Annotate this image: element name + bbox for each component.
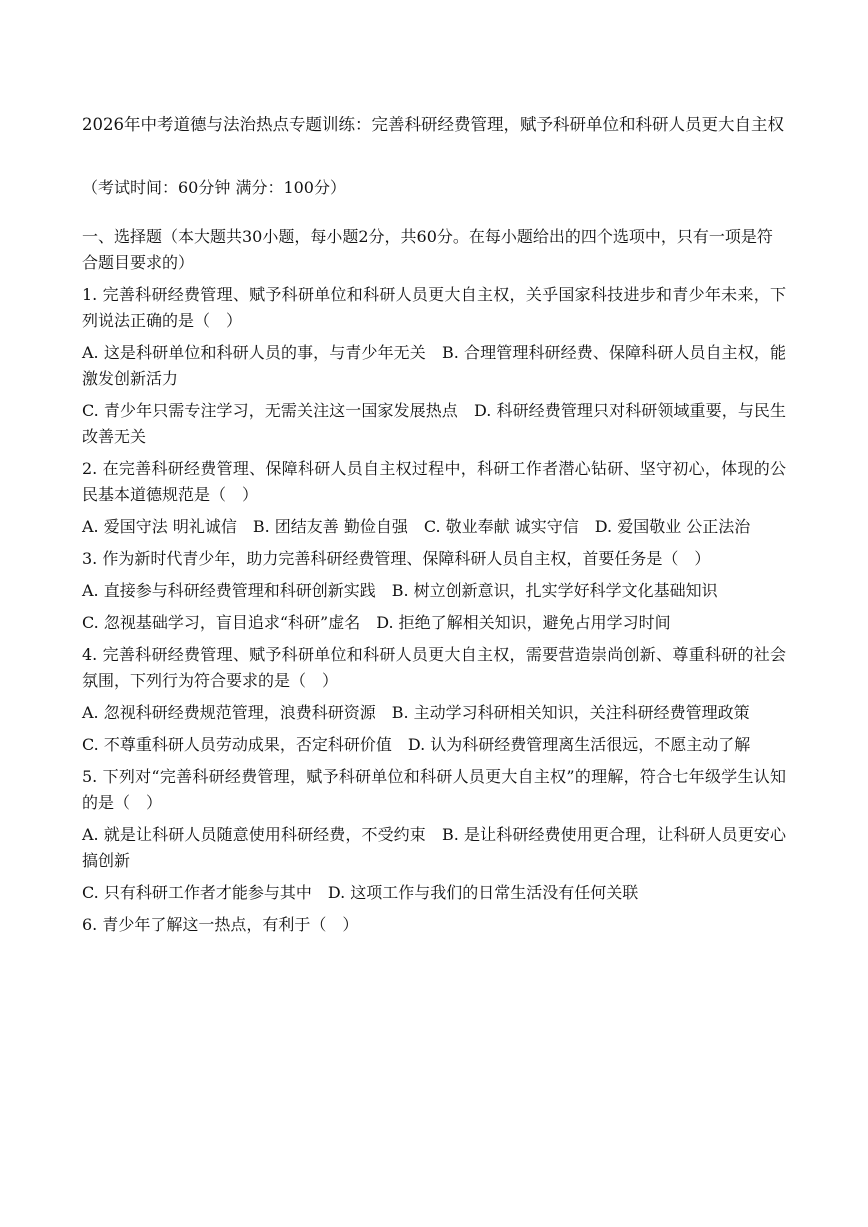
- document-page: [82, 112, 786, 944]
- question-stem: 5. 下列对“完善科研经费管理，赋予科研单位和科研人员更大自主权”的理解，符合七年级学生认知的是（ ）: [82, 767, 786, 812]
- question-stem: 3. 作为新时代青少年，助力完善科研经费管理、保障科研人员自主权，首要任务是（ ）: [82, 549, 711, 568]
- question-stem: 4. 完善科研经费管理、赋予科研单位和科研人员更大自主权，需要营造崇尚创新、尊重科研的社会氛围，下列行为符合要求的是（ ）: [82, 645, 786, 690]
- question-options: A. 忽视科研经费规范管理，浪费科研资源 B. 主动学习科研相关知识，关注科研经费管理政策: [82, 703, 750, 722]
- question-stem: 6. 青少年了解这一热点，有利于（ ）: [82, 915, 359, 934]
- question-options: A. 直接参与科研经费管理和科研创新实践 B. 树立创新意识，扎实学好科学文化基础知识: [82, 581, 718, 600]
- question-options: C. 只有科研工作者才能参与其中 D. 这项工作与我们的日常生活没有任何关联: [82, 883, 639, 902]
- question-options: A. 爱国守法 明礼诚信 B. 团结友善 勤俭自强 C. 敬业奉献 诚实守信 D. 爱国敬业 公正法治: [82, 517, 751, 536]
- document-title: 2026年中考道德与法治热点专题训练：完善科研经费管理，赋予科研单位和科研人员更大自主权: [82, 115, 784, 134]
- question-stem: 2. 在完善科研经费管理、保障科研人员自主权过程中，科研工作者潜心钻研、坚守初心，体现的公民基本道德规范是（ ）: [82, 459, 786, 504]
- exam-info: （考试时间：60分钟 满分：100分）: [82, 178, 346, 197]
- question-stem: 1. 完善科研经费管理、赋予科研单位和科研人员更大自主权，关乎国家科技进步和青少年未来，下列说法正确的是（ ）: [82, 285, 786, 330]
- question-2: [82, 456, 786, 540]
- section-heading: 一、选择题（本大题共30小题，每小题2分，共60分。在每小题给出的四个选项中，只有一项是符合题目要求的）: [82, 227, 773, 272]
- question-1: [82, 282, 786, 450]
- question-options: A. 就是让科研人员随意使用科研经费，不受约束 B. 是让科研经费使用更合理，让科研人员更安心搞创新: [82, 825, 786, 870]
- question-options: C. 青少年只需专注学习，无需关注这一国家发展热点 D. 科研经费管理只对科研领域重要，与民生改善无关: [82, 401, 786, 446]
- question-options: A. 这是科研单位和科研人员的事，与青少年无关 B. 合理管理科研经费、保障科研人员自主权，能激发创新活力: [82, 343, 786, 388]
- question-options: C. 不尊重科研人员劳动成果，否定科研价值 D. 认为科研经费管理离生活很远，不愿主动了解: [82, 735, 751, 754]
- question-4: [82, 642, 786, 758]
- question-3: [82, 546, 786, 636]
- question-options: C. 忽视基础学习，盲目追求“科研”虚名 D. 拒绝了解相关知识，避免占用学习时间: [82, 613, 671, 632]
- question-5: [82, 764, 786, 906]
- question-6: [82, 912, 786, 938]
